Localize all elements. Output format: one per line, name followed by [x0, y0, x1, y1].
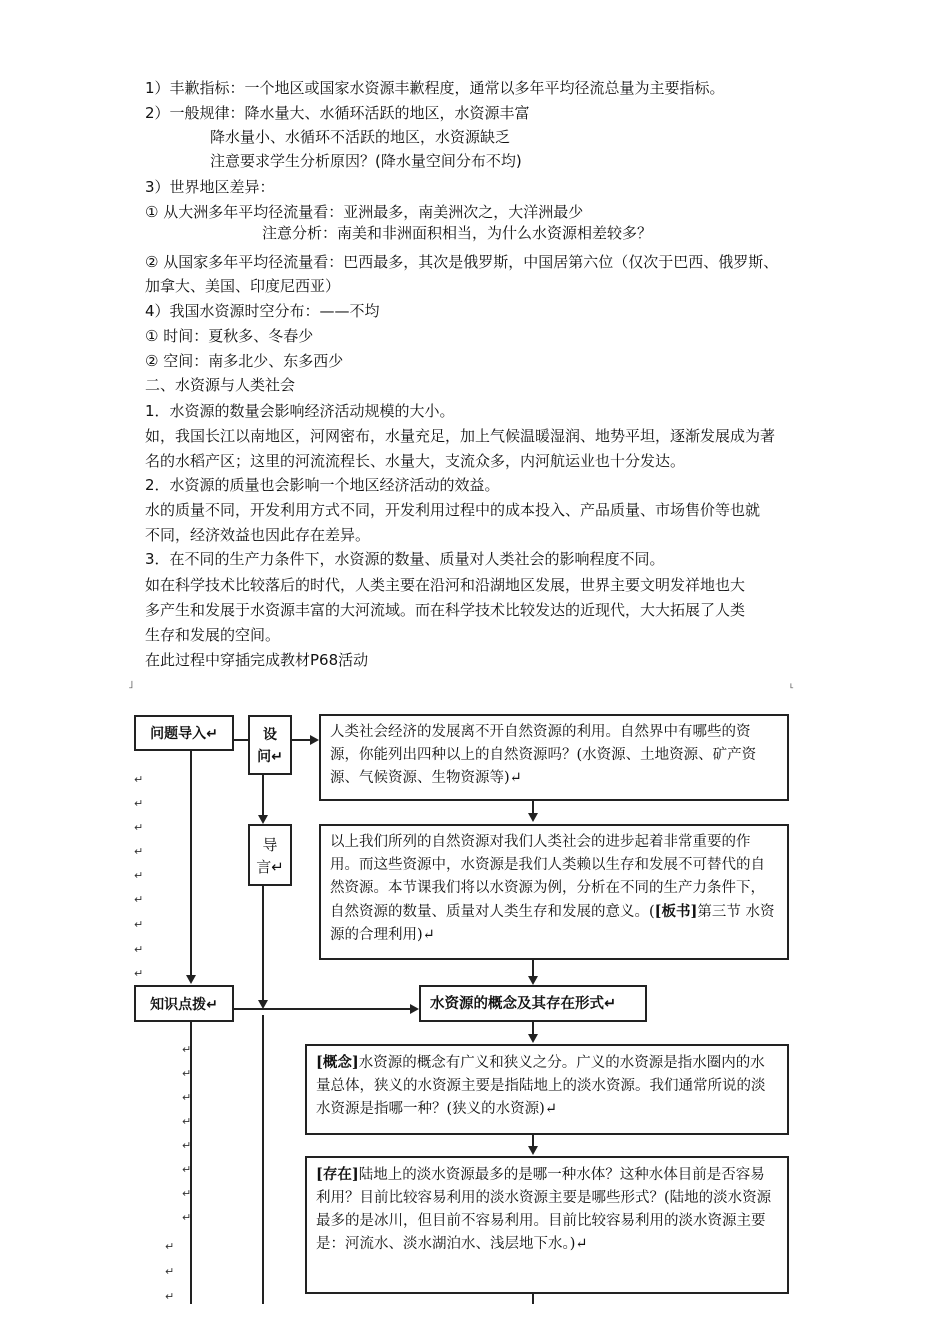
box-question: 人类社会经济的发展离不开自然资源的利用。自然界中有哪些的资源，你能列出四种以上的自然资源吗？(水资源、土地资源、矿产资源、气候资源、生物资源等)↵ — [319, 714, 789, 801]
return-mark: ↵ — [134, 918, 144, 931]
box-exist-tag: [存在] — [316, 1166, 359, 1183]
connector-left-down — [262, 1015, 264, 1304]
text-line-22: 多产生和发展于水资源丰富的大河流域。而在科学技术比较发达的近现代，大大拓展了人类 — [145, 601, 746, 619]
connector-knowledge-title — [234, 1008, 410, 1010]
corner-mark-right: ˪ — [790, 678, 794, 691]
label-question-1: 设 — [263, 727, 277, 743]
arrow-to-concept — [528, 1034, 538, 1043]
label-intro: 问题导入↵ — [134, 715, 234, 751]
text-line-1: 1）丰歉指标：一个地区或国家水资源丰歉程度，通常以多年平均径流总量为主要指标。 — [145, 79, 725, 97]
text-line-17: 2．水资源的质量也会影响一个地区经济活动的效益。 — [145, 476, 500, 494]
return-mark: ↵ — [165, 1265, 175, 1278]
text-line-8: ② 从国家多年平均径流量看：巴西最多，其次是俄罗斯，中国居第六位（仅次于巴西、俄罗斯、 — [145, 253, 779, 271]
return-mark: ↵ — [182, 1115, 192, 1128]
connector-intro-knowledge — [190, 751, 192, 977]
text-line-2: 2）一般规律：降水量大、水循环活跃的地区，水资源丰富 — [145, 104, 530, 122]
return-mark: ↵ — [134, 845, 144, 858]
return-mark: ↵ — [134, 869, 144, 882]
connector-intro-question — [234, 739, 248, 741]
text-line-20: 3．在不同的生产力条件下，水资源的数量、质量对人类社会的影响程度不同。 — [145, 550, 665, 568]
text-line-24: 在此过程中穿插完成教材P68活动 — [145, 651, 369, 669]
return-mark: ↵ — [182, 1067, 192, 1080]
text-line-13: 二、水资源与人类社会 — [145, 376, 296, 394]
text-line-16: 名的水稻产区；这里的河流流程长、水量大，支流众多，内河航运业也十分发达。 — [145, 452, 686, 470]
arrow-to-title — [528, 976, 538, 985]
box-concept — [305, 1044, 789, 1135]
return-mark: ↵ — [182, 1163, 192, 1176]
connector-question-preface — [262, 775, 264, 817]
return-mark: ↵ — [134, 773, 144, 786]
return-mark: ↵ — [182, 1091, 192, 1104]
box-exist-text: 陆地上的淡水资源最多的是哪一种水体？这种水体目前是否容易利用？目前比较容易利用的淡水资源主要是哪些形式？(陆地的淡水资源最多的是冰川，但目前不容易利用。目前比较容易利用的淡水资源主要是：河流水、淡水湖泊水、浅层地下水。)↵ — [316, 1167, 772, 1252]
text-line-7: 注意分析：南美和非洲面积相当，为什么水资源相差较多？ — [262, 224, 653, 242]
box-preface-text: 以上我们所列的自然资源对我们人类社会的进步起着非常重要的作用。而这些资源中，水资源是我们人类赖以生存和发展不可替代的自然资源。本节课我们将以水资源为例，分析在不同的生产力条件下，自然资源的数量、质量对人类生存和发展的意义。( — [330, 834, 765, 920]
arrow-to-question-box — [310, 735, 319, 745]
connector-exist-down — [532, 1294, 534, 1304]
box-concept-tag: [概念] — [316, 1054, 359, 1071]
text-line-21: 如在科学技术比较落后的时代，人类主要在沿河和沿湖地区发展，世界主要文明发祥地也大 — [145, 576, 746, 594]
corner-mark-left: ˩ — [128, 678, 134, 691]
return-mark: ↵ — [134, 943, 144, 956]
text-line-11: ① 时间：夏秋多、冬春少 — [145, 327, 314, 345]
text-line-18: 水的质量不同，开发利用方式不同，开发利用过程中的成本投入、产品质量、市场售价等也就 — [145, 501, 761, 519]
arrow-to-preface — [258, 815, 268, 824]
text-line-5: 3）世界地区差异： — [145, 178, 275, 196]
text-line-23: 生存和发展的空间。 — [145, 626, 281, 644]
arrow-to-title-box — [410, 1004, 419, 1014]
box-preface-tag: [板书] — [654, 903, 698, 920]
return-mark: ↵ — [182, 1043, 192, 1056]
text-line-10: 4）我国水资源时空分布：——不均 — [145, 302, 380, 320]
box-exist — [305, 1156, 789, 1294]
box-preface-tail: 第三节 水资源的合理利用)↵ — [330, 904, 775, 943]
connector-question-box — [292, 739, 311, 741]
box-concept-text: 水资源的概念有广义和狭义之分。广义的水资源是指水圈内的水量总体，狭义的水资源主要是指陆地上的淡水资源。我们通常所说的淡水资源是指哪一种？(狭义的水资源)↵ — [316, 1055, 766, 1117]
label-knowledge: 知识点拨↵ — [134, 985, 234, 1022]
label-preface-2: 言↵ — [256, 858, 284, 876]
arrow-to-preface-box — [528, 813, 538, 822]
box-preface — [319, 824, 789, 960]
text-line-6: ① 从大洲多年平均径流量看：亚洲最多，南美洲次之，大洋洲最少 — [145, 203, 584, 221]
return-mark: ↵ — [182, 1139, 192, 1152]
return-mark: ↵ — [134, 967, 144, 980]
text-line-19: 不同，经济效益也因此存在差异。 — [145, 526, 371, 544]
arrow-to-knowledge — [186, 975, 196, 984]
label-preface — [248, 824, 292, 886]
connector-pbox-title — [532, 960, 534, 977]
return-mark: ↵ — [134, 821, 144, 834]
return-mark: ↵ — [182, 1211, 192, 1224]
return-mark: ↵ — [134, 797, 144, 810]
text-line-4: 注意要求学生分析原因？(降水量空间分布不均) — [210, 152, 522, 170]
text-line-12: ② 空间：南多北少、东多西少 — [145, 352, 344, 370]
text-line-15: 如，我国长江以南地区，河网密布，水量充足，加上气候温暖湿润、地势平坦，逐渐发展成为著 — [145, 427, 776, 445]
text-line-14: 1．水资源的数量会影响经济活动规模的大小。 — [145, 402, 455, 420]
return-mark: ↵ — [165, 1240, 175, 1253]
text-line-9: 加拿大、美国、印度尼西亚） — [145, 277, 341, 295]
return-mark: ↵ — [182, 1187, 192, 1200]
text-line-3: 降水量小、水循环不活跃的地区，水资源缺乏 — [210, 128, 511, 146]
return-mark: ↵ — [165, 1290, 175, 1303]
connector-preface-down — [262, 886, 264, 1002]
return-mark: ↵ — [134, 893, 144, 906]
label-question-2: 问↵ — [257, 749, 283, 765]
box-title: 水资源的概念及其存在形式↵ — [419, 985, 647, 1022]
label-preface-1: 导 — [262, 836, 278, 854]
label-question — [248, 715, 292, 775]
arrow-to-exist — [528, 1146, 538, 1155]
